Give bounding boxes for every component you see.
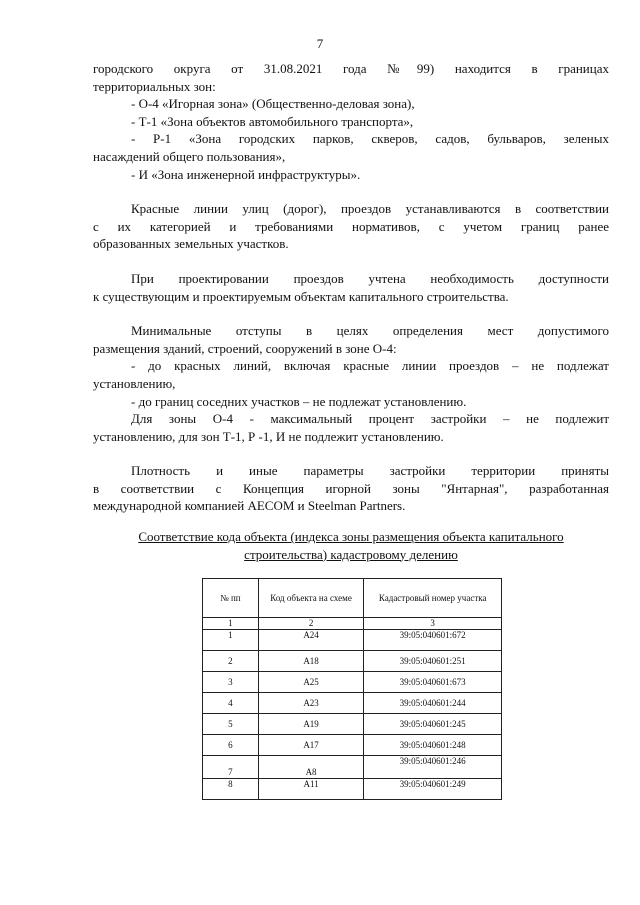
cadastral-number: 39:05:040601:251 bbox=[364, 651, 502, 672]
caption-line: Соответствие кода объекта (индекса зоны размещения объекта капитального bbox=[138, 529, 564, 544]
object-code: А11 bbox=[258, 779, 364, 800]
row-number: 1 bbox=[203, 630, 259, 651]
paragraph-line: размещения зданий, строений, сооружений в зоне О-4: bbox=[93, 340, 397, 356]
row-number: 5 bbox=[203, 714, 259, 735]
paragraph-line: в соответствии с Концепция игорной зоны "Янтарная", разработанная bbox=[93, 480, 609, 496]
cadastral-table bbox=[202, 578, 502, 800]
paragraph-line: - до границ соседних участков – не подлежат установлению. bbox=[131, 393, 467, 409]
object-code: А18 bbox=[258, 651, 364, 672]
paragraph-line: установлению, bbox=[93, 375, 176, 391]
table-row bbox=[203, 630, 502, 651]
paragraph-line: Плотность и иные параметры застройки территории приняты bbox=[131, 463, 609, 479]
paragraph-line: При проектировании проездов учтена необходимость доступности bbox=[131, 270, 609, 286]
column-header: Код объекта на схеме bbox=[258, 579, 364, 618]
object-code: А25 bbox=[258, 672, 364, 693]
cadastral-number: 39:05:040601:245 bbox=[364, 714, 502, 735]
table-row bbox=[203, 735, 502, 756]
zone-item: - И «Зона инженерной инфраструктуры». bbox=[131, 166, 361, 182]
table-row bbox=[203, 672, 502, 693]
row-number: 3 bbox=[203, 672, 259, 693]
column-header: Кадастровый номер участка bbox=[364, 579, 502, 618]
object-code: А24 bbox=[258, 630, 364, 651]
column-number-row bbox=[203, 618, 502, 630]
object-code: А19 bbox=[258, 714, 364, 735]
column-header: № пп bbox=[203, 579, 259, 618]
paragraph-line: установлению, для зон Т-1, Р -1, И не подлежит установлению. bbox=[93, 428, 444, 444]
intro-line: городского округа от 31.08.2021 года №99) находится в границах bbox=[93, 61, 609, 76]
row-number: 2 bbox=[203, 651, 259, 672]
row-number: 4 bbox=[203, 693, 259, 714]
column-number: 1 bbox=[203, 618, 259, 630]
paragraph-line: международной компанией AECOM и Steelman Partners. bbox=[93, 498, 406, 514]
zone-item: насаждений общего пользования», bbox=[93, 148, 286, 164]
paragraph-line: Красные линии улиц (дорог), проездов устанавливаются в соответствии bbox=[131, 201, 609, 217]
table-caption bbox=[93, 528, 609, 563]
document-body bbox=[93, 60, 609, 515]
row-number: 7 bbox=[203, 756, 259, 779]
table-row bbox=[203, 693, 502, 714]
intro-line: территориальных зон: bbox=[93, 78, 216, 94]
object-code: А8 bbox=[258, 756, 364, 779]
zone-item: - Т-1 «Зона объектов автомобильного транспорта», bbox=[131, 113, 414, 129]
paragraph-line: к существующим и проектируемым объектам капитального строительства. bbox=[93, 288, 509, 304]
row-number: 6 bbox=[203, 735, 259, 756]
page-number: 7 bbox=[316, 36, 324, 51]
object-code: А17 bbox=[258, 735, 364, 756]
cadastral-number: 39:05:040601:244 bbox=[364, 693, 502, 714]
cadastral-number: 39:05:040601:673 bbox=[364, 672, 502, 693]
table-row bbox=[203, 651, 502, 672]
paragraph-line: образованных земельных участков. bbox=[93, 236, 289, 252]
caption-line: строительства) кадастровому делению bbox=[244, 546, 458, 562]
zone-item: - Р-1 «Зона городских парков, скверов, садов, бульваров, зеленых bbox=[131, 131, 609, 147]
table-row bbox=[203, 756, 502, 779]
row-number: 8 bbox=[203, 779, 259, 800]
paragraph-line: - до красных линий, включая красные линии проездов – не подлежат bbox=[131, 358, 609, 374]
object-code: А23 bbox=[258, 693, 364, 714]
column-number: 2 bbox=[258, 618, 364, 630]
paragraph-line: Минимальные отступы в целях определения мест допустимого bbox=[131, 323, 609, 339]
table-header-row bbox=[203, 579, 502, 618]
cadastral-number: 39:05:040601:249 bbox=[364, 779, 502, 800]
table-row bbox=[203, 779, 502, 800]
column-number: 3 bbox=[364, 618, 502, 630]
zone-item: - О-4 «Игорная зона» (Общественно-деловая зона), bbox=[131, 96, 415, 112]
paragraph-line: с их категорией и требованиями нормативов, с учетом границ ранее bbox=[93, 218, 609, 234]
table-row bbox=[203, 714, 502, 735]
cadastral-number: 39:05:040601:248 bbox=[364, 735, 502, 756]
paragraph-line: Для зоны О-4 - максимальный процент застройки – не подлежит bbox=[131, 411, 609, 427]
cadastral-number: 39:05:040601:672 bbox=[364, 630, 502, 651]
cadastral-number: 39:05:040601:246 bbox=[364, 756, 502, 779]
